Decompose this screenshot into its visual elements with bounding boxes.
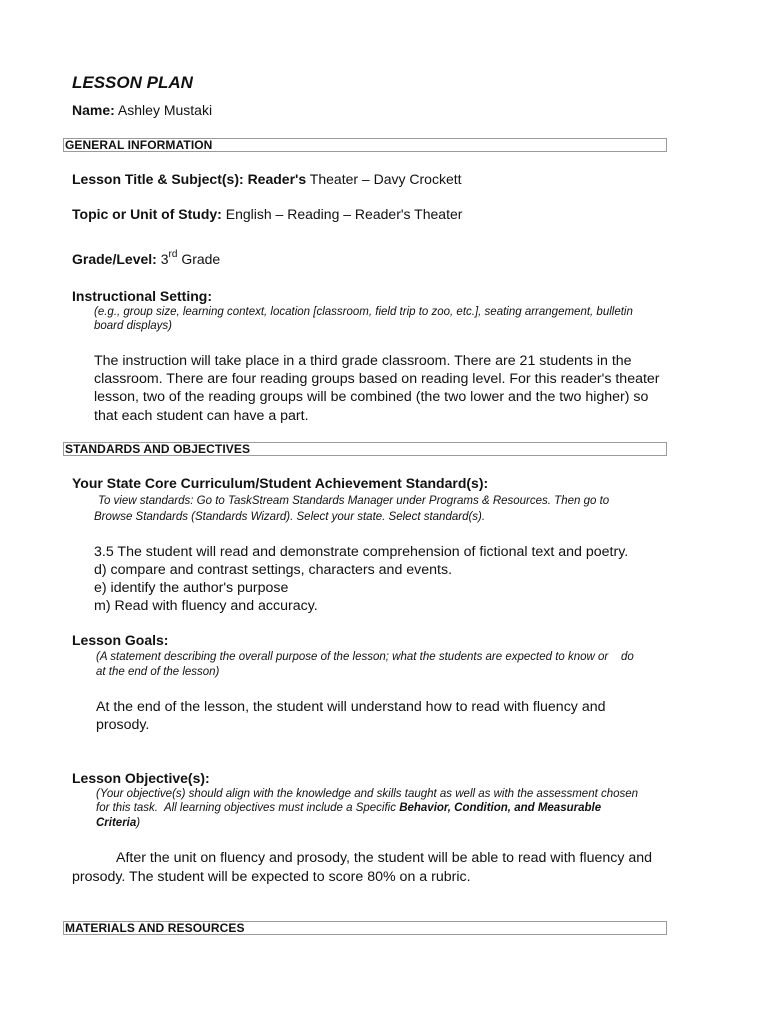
goals-para-2: prosody.	[96, 717, 150, 733]
name-value: Ashley Mustaki	[117, 102, 213, 118]
section-materials-resources: MATERIALS AND RESOURCES	[63, 921, 667, 935]
grade-value: Grade	[181, 251, 221, 267]
section-standards-objectives: STANDARDS AND OBJECTIVES	[63, 442, 667, 456]
setting-hint-1: (e.g., group size, learning context, location [classroom, field trip to zoo, etc.], seating arrangement, bulletin	[94, 306, 633, 318]
standard-line-4: m) Read with fluency and accuracy.	[94, 598, 318, 614]
objectives-hint-3	[96, 816, 696, 831]
setting-hint-2: board displays)	[94, 320, 172, 332]
grade-number: 3	[160, 251, 169, 267]
standard-hint-2: Browse Standards (Standards Wizard). Select your state. Select standard(s).	[94, 511, 486, 523]
standard-heading-text: Your State Core Curriculum/Student Achievement Standard(s):	[72, 475, 489, 491]
grade-line	[72, 251, 220, 270]
setting-para-2: classroom. There are four reading groups based on reading level. For this reader's theater	[94, 371, 660, 387]
lesson-title-bold-part: Reader's	[247, 171, 307, 187]
objectives-hint-3-bold: Criteria	[96, 817, 137, 829]
standard-hint-1: To view standards: Go to TaskStream Standards Manager under Programs & Resources. Then go to	[98, 495, 610, 507]
setting-para-1: The instruction will take place in a third grade classroom. There are 21 students in the	[94, 353, 632, 369]
standard-heading	[72, 475, 488, 492]
objectives-heading-text: Lesson Objective(s):	[72, 770, 210, 786]
grade-label: Grade/Level:	[72, 251, 157, 267]
standard-line-3: e) identify the author's purpose	[94, 580, 289, 596]
goals-hint-1: (A statement describing the overall purpose of the lesson; what the students are expected to know or do	[96, 651, 634, 663]
setting-heading	[72, 288, 212, 305]
objectives-hint-2	[96, 801, 696, 816]
objectives-hint-3-text: )	[136, 817, 141, 829]
objectives-hint-2-text: for this task. All learning objectives must include a Specific	[96, 802, 400, 814]
objectives-hint-2-bold: Behavior, Condition, and Measurable	[399, 802, 602, 814]
lesson-title-label: Lesson Title & Subject(s):	[72, 171, 244, 187]
goals-heading-text: Lesson Goals:	[72, 632, 169, 648]
setting-para-3: lesson, two of the reading groups will be combined (the two lower and the two higher) so	[94, 389, 649, 405]
page-title: LESSON PLAN	[72, 73, 193, 92]
name-line	[72, 102, 212, 119]
grade-suffix: rd	[168, 249, 178, 260]
objectives-heading	[72, 770, 210, 787]
standard-line-2: d) compare and contrast settings, characters and events.	[94, 562, 453, 578]
lesson-title-value: Theater – Davy Crockett	[309, 171, 462, 187]
name-label: Name:	[72, 102, 115, 118]
objectives-hint-1: (Your objective(s) should align with the knowledge and skills taught as well as with the assessment chosen	[96, 788, 639, 800]
goals-heading	[72, 632, 168, 649]
goals-para-1: At the end of the lesson, the student will understand how to read with fluency and	[96, 699, 606, 715]
topic-value: English – Reading – Reader's Theater	[225, 206, 463, 222]
topic-label: Topic or Unit of Study:	[72, 206, 222, 222]
goals-hint-2: at the end of the lesson)	[96, 666, 220, 678]
objectives-para-2: prosody. The student will be expected to score 80% on a rubric.	[72, 869, 471, 885]
objectives-para-1: After the unit on fluency and prosody, the student will be able to read with fluency and	[116, 850, 653, 866]
section-general-information: GENERAL INFORMATION	[63, 138, 667, 152]
setting-para-4: that each student can have a part.	[94, 408, 309, 424]
standard-line-1: 3.5 The student will read and demonstrate comprehension of fictional text and poetry.	[94, 544, 629, 560]
lesson-title-line	[72, 171, 462, 188]
topic-line	[72, 206, 462, 223]
setting-heading-text: Instructional Setting:	[72, 288, 212, 304]
